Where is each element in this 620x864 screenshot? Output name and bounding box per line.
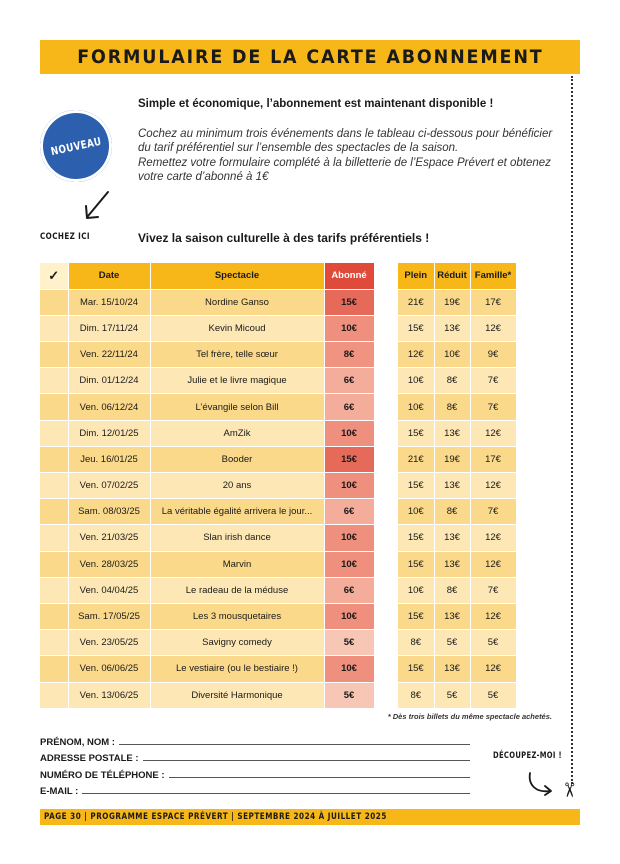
reduit-price-cell: 13€ — [434, 603, 470, 629]
spectacle-cell: Slan irish dance — [150, 525, 324, 551]
plein-price-cell: 15€ — [398, 315, 434, 341]
famille-price-cell: 17€ — [470, 446, 516, 472]
plein-price-cell: 21€ — [398, 446, 434, 472]
abonne-price-cell: 10€ — [324, 525, 374, 551]
spectacle-cell: AmZik — [150, 420, 324, 446]
plein-price-cell: 10€ — [398, 577, 434, 603]
form-row-phone[interactable] — [40, 764, 470, 781]
famille-price-cell: 17€ — [470, 289, 516, 315]
famille-price-cell: 5€ — [470, 682, 516, 708]
reduit-price-cell: 19€ — [434, 446, 470, 472]
reduit-price-cell: 5€ — [434, 682, 470, 708]
curved-arrow-icon — [526, 771, 556, 797]
column-header-reduit: Réduit — [434, 263, 470, 289]
spectacle-cell: Le radeau de la méduse — [150, 577, 324, 603]
spectacle-cell: Les 3 mousquetaires — [150, 603, 324, 629]
checkbox-cell[interactable] — [40, 656, 68, 682]
intro-heading: Simple et économique, l’abonnement est maintenant disponible ! — [138, 98, 494, 110]
phone-field[interactable] — [169, 777, 470, 778]
reduit-price-cell: 13€ — [434, 315, 470, 341]
page-footer — [40, 809, 580, 825]
plein-price-cell: 15€ — [398, 656, 434, 682]
table-row — [398, 289, 516, 315]
form-row-name[interactable] — [40, 731, 470, 748]
abonne-price-cell: 6€ — [324, 368, 374, 394]
plein-price-cell: 10€ — [398, 499, 434, 525]
table-row — [40, 446, 374, 472]
table-row — [40, 577, 374, 603]
date-cell: Ven. 28/03/25 — [68, 551, 150, 577]
form-label: E-MAIL : — [40, 786, 79, 797]
famille-price-cell: 7€ — [470, 499, 516, 525]
plein-price-cell: 10€ — [398, 368, 434, 394]
date-cell: Mar. 15/10/24 — [68, 289, 150, 315]
spectacle-cell: Julie et le livre magique — [150, 368, 324, 394]
abonne-price-cell: 10€ — [324, 656, 374, 682]
famille-price-cell: 12€ — [470, 603, 516, 629]
date-cell: Ven. 21/03/25 — [68, 525, 150, 551]
table-row — [40, 342, 374, 368]
checkmark-icon: ✓ — [40, 263, 68, 289]
table-row — [40, 682, 374, 708]
reduit-price-cell: 13€ — [434, 525, 470, 551]
abonne-price-cell: 5€ — [324, 682, 374, 708]
nouveau-badge — [33, 103, 118, 188]
spectacle-cell: Booder — [150, 446, 324, 472]
famille-price-cell: 7€ — [470, 368, 516, 394]
events-table — [40, 263, 375, 709]
famille-price-cell: 12€ — [470, 656, 516, 682]
reduit-price-cell: 8€ — [434, 368, 470, 394]
date-cell: Dim. 12/01/25 — [68, 420, 150, 446]
intro-paragraph: Cochez au minimum trois événements dans le tableau ci-dessous pour bénéficier du tarif préférentiel sur l’ensemble des spectacles de la saison. — [138, 127, 553, 154]
column-header-date: Date — [68, 263, 150, 289]
reduit-price-cell: 10€ — [434, 342, 470, 368]
table-row — [398, 656, 516, 682]
abonne-price-cell: 8€ — [324, 342, 374, 368]
abonne-price-cell: 15€ — [324, 446, 374, 472]
table-row — [40, 603, 374, 629]
email-field[interactable] — [82, 793, 470, 794]
reduit-price-cell: 8€ — [434, 577, 470, 603]
table-row — [40, 394, 374, 420]
table-row — [398, 394, 516, 420]
famille-price-cell: 5€ — [470, 630, 516, 656]
table-row — [398, 499, 516, 525]
plein-price-cell: 8€ — [398, 682, 434, 708]
abonne-price-cell: 6€ — [324, 394, 374, 420]
abonne-price-cell: 10€ — [324, 473, 374, 499]
name-field[interactable] — [119, 744, 470, 745]
date-cell: Ven. 06/12/24 — [68, 394, 150, 420]
checkbox-cell[interactable] — [40, 446, 68, 472]
checkbox-cell[interactable] — [40, 499, 68, 525]
date-cell: Ven. 22/11/24 — [68, 342, 150, 368]
plein-price-cell: 15€ — [398, 420, 434, 446]
reduit-price-cell: 13€ — [434, 473, 470, 499]
prices-table — [398, 263, 517, 709]
table-row — [40, 368, 374, 394]
column-header-famille: Famille* — [470, 263, 516, 289]
spectacle-cell: Nordine Ganso — [150, 289, 324, 315]
table-row — [398, 342, 516, 368]
table-row — [398, 525, 516, 551]
checkbox-cell[interactable] — [40, 551, 68, 577]
date-cell: Ven. 06/06/25 — [68, 656, 150, 682]
spectacle-cell: Marvin — [150, 551, 324, 577]
table-row — [40, 656, 374, 682]
date-cell: Ven. 07/02/25 — [68, 473, 150, 499]
table-row — [398, 551, 516, 577]
cut-line — [571, 76, 573, 784]
checkbox-cell[interactable] — [40, 603, 68, 629]
date-cell: Jeu. 16/01/25 — [68, 446, 150, 472]
intro-text — [138, 127, 568, 185]
abonne-price-cell: 5€ — [324, 630, 374, 656]
plein-price-cell: 15€ — [398, 551, 434, 577]
form-row-address[interactable] — [40, 748, 470, 765]
checkbox-cell[interactable] — [40, 525, 68, 551]
spectacle-cell: La véritable égalité arrivera le jour... — [150, 499, 324, 525]
table-row — [398, 420, 516, 446]
famille-price-cell: 12€ — [470, 551, 516, 577]
abonne-price-cell: 15€ — [324, 289, 374, 315]
form-label: NUMÉRO DE TÉLÉPHONE : — [40, 769, 165, 781]
table-row — [398, 446, 516, 472]
form-row-email[interactable] — [40, 781, 470, 798]
famille-price-cell: 7€ — [470, 577, 516, 603]
checkbox-cell[interactable] — [40, 682, 68, 708]
date-cell: Sam. 08/03/25 — [68, 499, 150, 525]
table-row — [40, 630, 374, 656]
reduit-price-cell: 13€ — [434, 551, 470, 577]
table-row — [40, 315, 374, 341]
abonne-price-cell: 6€ — [324, 499, 374, 525]
date-cell: Ven. 13/06/25 — [68, 682, 150, 708]
table-row — [40, 499, 374, 525]
abonne-price-cell: 6€ — [324, 577, 374, 603]
form-label: PRÉNOM, NOM : — [40, 736, 115, 748]
reduit-price-cell: 13€ — [434, 656, 470, 682]
checkbox-cell[interactable] — [40, 315, 68, 341]
plein-price-cell: 12€ — [398, 342, 434, 368]
address-field[interactable] — [143, 760, 470, 761]
famille-price-cell: 9€ — [470, 342, 516, 368]
date-cell: Ven. 04/04/25 — [68, 577, 150, 603]
table-row — [40, 525, 374, 551]
table-row — [398, 577, 516, 603]
checkbox-cell[interactable] — [40, 342, 68, 368]
spectacle-cell: Savigny comedy — [150, 630, 324, 656]
famille-price-cell: 12€ — [470, 420, 516, 446]
checkbox-cell[interactable] — [40, 420, 68, 446]
reduit-price-cell: 19€ — [434, 289, 470, 315]
checkbox-cell[interactable] — [40, 630, 68, 656]
intro-paragraph: Remettez votre formulaire complété à la billetterie de l’Espace Prévert et obtenez votre carte d’abonné à 1€ — [138, 156, 551, 183]
table-row — [398, 682, 516, 708]
date-cell: Dim. 17/11/24 — [68, 315, 150, 341]
abonne-price-cell: 10€ — [324, 603, 374, 629]
intro-block — [138, 97, 568, 185]
checkbox-cell[interactable] — [40, 289, 68, 315]
table-row — [40, 473, 374, 499]
table-row — [40, 289, 374, 315]
decoupez-label: DÉCOUPEZ-MOI ! — [493, 751, 562, 761]
subscriber-form — [40, 731, 470, 797]
abonne-price-cell: 10€ — [324, 315, 374, 341]
table-row — [40, 551, 374, 577]
footer-text: PAGE 30 | PROGRAMME ESPACE PRÉVERT | SEPTEMBRE 2024 À JUILLET 2025 — [44, 812, 387, 822]
plein-price-cell: 10€ — [398, 394, 434, 420]
table-row — [398, 315, 516, 341]
arrow-down-left-icon — [82, 190, 112, 222]
spectacle-cell: 20 ans — [150, 473, 324, 499]
table-row — [398, 603, 516, 629]
table-row — [398, 630, 516, 656]
plein-price-cell: 15€ — [398, 525, 434, 551]
checkbox-cell[interactable] — [40, 368, 68, 394]
checkbox-cell[interactable] — [40, 473, 68, 499]
spectacle-cell: L’évangile selon Bill — [150, 394, 324, 420]
reduit-price-cell: 8€ — [434, 499, 470, 525]
spectacle-cell: Diversité Harmonique — [150, 682, 324, 708]
table-row — [398, 368, 516, 394]
column-header-plein: Plein — [398, 263, 434, 289]
abonne-price-cell: 10€ — [324, 551, 374, 577]
cochez-ici-label: COCHEZ ICI — [40, 232, 91, 242]
famille-price-cell: 7€ — [470, 394, 516, 420]
page-title: FORMULAIRE DE LA CARTE ABONNEMENT — [76, 46, 544, 68]
table-row — [40, 420, 374, 446]
famille-price-cell: 12€ — [470, 315, 516, 341]
scissors-icon: ✂ — [557, 781, 580, 799]
reduit-price-cell: 8€ — [434, 394, 470, 420]
plein-price-cell: 15€ — [398, 473, 434, 499]
spectacle-cell: Tel frère, telle sœur — [150, 342, 324, 368]
reduit-price-cell: 5€ — [434, 630, 470, 656]
date-cell: Dim. 01/12/24 — [68, 368, 150, 394]
date-cell: Ven. 23/05/25 — [68, 630, 150, 656]
date-cell: Sam. 17/05/25 — [68, 603, 150, 629]
section-heading: Vivez la saison culturelle à des tarifs préférentiels ! — [138, 231, 430, 245]
famille-price-cell: 12€ — [470, 473, 516, 499]
badge-text: NOUVEAU — [49, 134, 103, 158]
famille-price-cell: 12€ — [470, 525, 516, 551]
footnote: * Dès trois billets du même spectacle achetés. — [387, 712, 552, 721]
abonne-price-cell: 10€ — [324, 420, 374, 446]
spectacle-cell: Le vestiaire (ou le bestiaire !) — [150, 656, 324, 682]
column-header-spectacle: Spectacle — [150, 263, 324, 289]
spectacle-cell: Kevin Micoud — [150, 315, 324, 341]
reduit-price-cell: 13€ — [434, 420, 470, 446]
table-row — [398, 473, 516, 499]
checkbox-cell[interactable] — [40, 577, 68, 603]
plein-price-cell: 21€ — [398, 289, 434, 315]
plein-price-cell: 8€ — [398, 630, 434, 656]
checkbox-cell[interactable] — [40, 394, 68, 420]
column-header-abonne: Abonné — [324, 263, 374, 289]
page-header-banner — [40, 40, 580, 74]
plein-price-cell: 15€ — [398, 603, 434, 629]
form-label: ADRESSE POSTALE : — [40, 753, 139, 764]
